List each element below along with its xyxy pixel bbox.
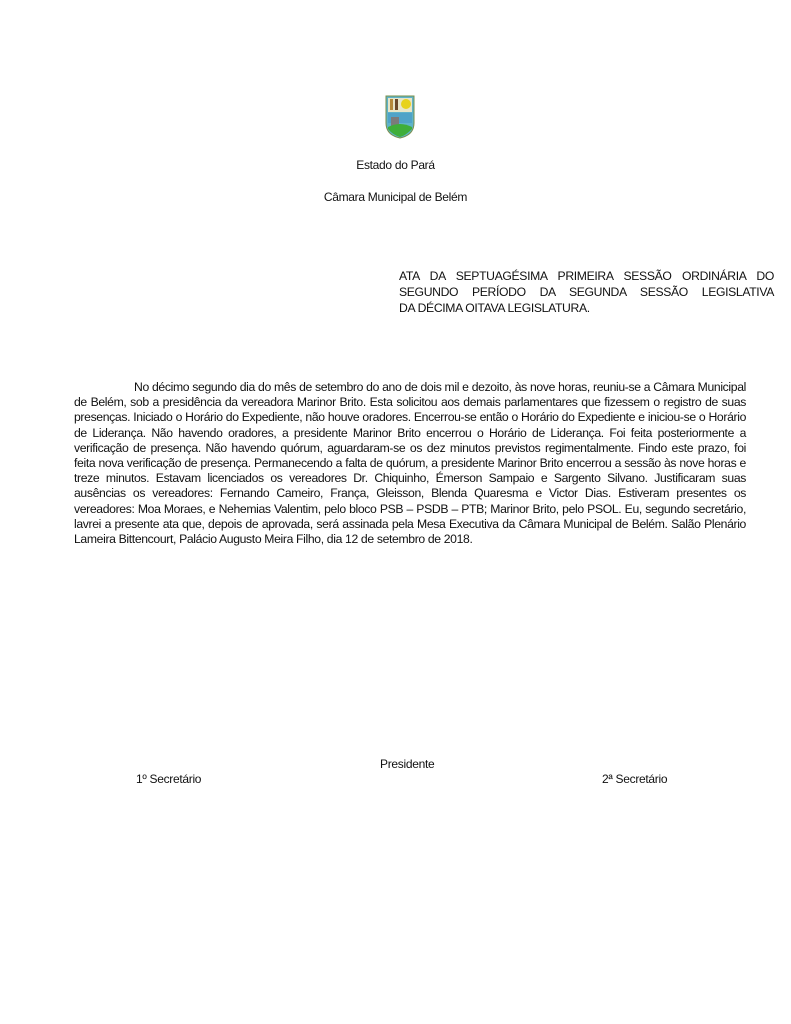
signature-president: Presidente xyxy=(380,757,435,771)
document-title xyxy=(399,268,774,316)
body-paragraph: No décimo segundo dia do mês de setembro do ano de dois mil e dezoito, às nove horas, reuniu-se a Câmara Municipal de Belém, sob a presidência da vereadora Marinor Brito. Esta solicitou aos demais parlamentares que fizessem o registro de suas presenças. Iniciado o Horário do Expediente, não houve oradores. Encerrou-se então o Horário do Expediente e iniciou-se o Horário de Liderança. Não havendo oradores, a presidente Marinor Brito encerrou o Horário de Liderança. Foi feita posteriormente a verificação de presença. Não havendo quórum, aguardaram-se os dez minutos previstos regimentalmente. Findo este prazo, foi feita nova verificação de presença. Permanecendo a falta de quórum, a presidente Marinor Brito encerrou a sessão às nove horas e treze minutos. Estavam licenciados os vereadores Dr. Chiquinho, Émerson Sampaio e Sargento Silvano. Justificaram suas ausências os vereadores: Fernando Cameiro, França, Gleisson, Blenda Quaresma e Victor Dias. Estiveram presentes os vereadores: Moa Moraes, e Nehemias Valentim, pelo bloco PSB – PSDB – PTB; Marinor Brito, pelo PSOL. Eu, segundo secretário, lavrei a presente ata que, depois de aprovada, será assinada pela Mesa Executiva da Câmara Municipal de Belém. Salão Plenário Lameira Bittencourt, Palácio Augusto Meira Filho, dia 12 de setembro de 2018. xyxy=(74,380,746,547)
signature-first-secretary: 1º Secretário xyxy=(136,772,202,786)
state-name: Estado do Pará xyxy=(356,158,435,172)
title-line: ATA DA SEPTUAGÉSIMA PRIMEIRA SESSÃO ORDINÁRIA DO xyxy=(399,269,774,283)
chamber-name: Câmara Municipal de Belém xyxy=(323,190,468,204)
title-line: SEGUNDO PERÍODO DA SEGUNDA SESSÃO LEGISLATIVA xyxy=(399,285,774,299)
minutes-body xyxy=(74,380,746,547)
signature-second-secretary: 2ª Secretário xyxy=(602,772,668,786)
title-line: DA DÉCIMA OITAVA LEGISLATURA. xyxy=(399,301,590,315)
coat-of-arms-icon xyxy=(385,95,415,139)
